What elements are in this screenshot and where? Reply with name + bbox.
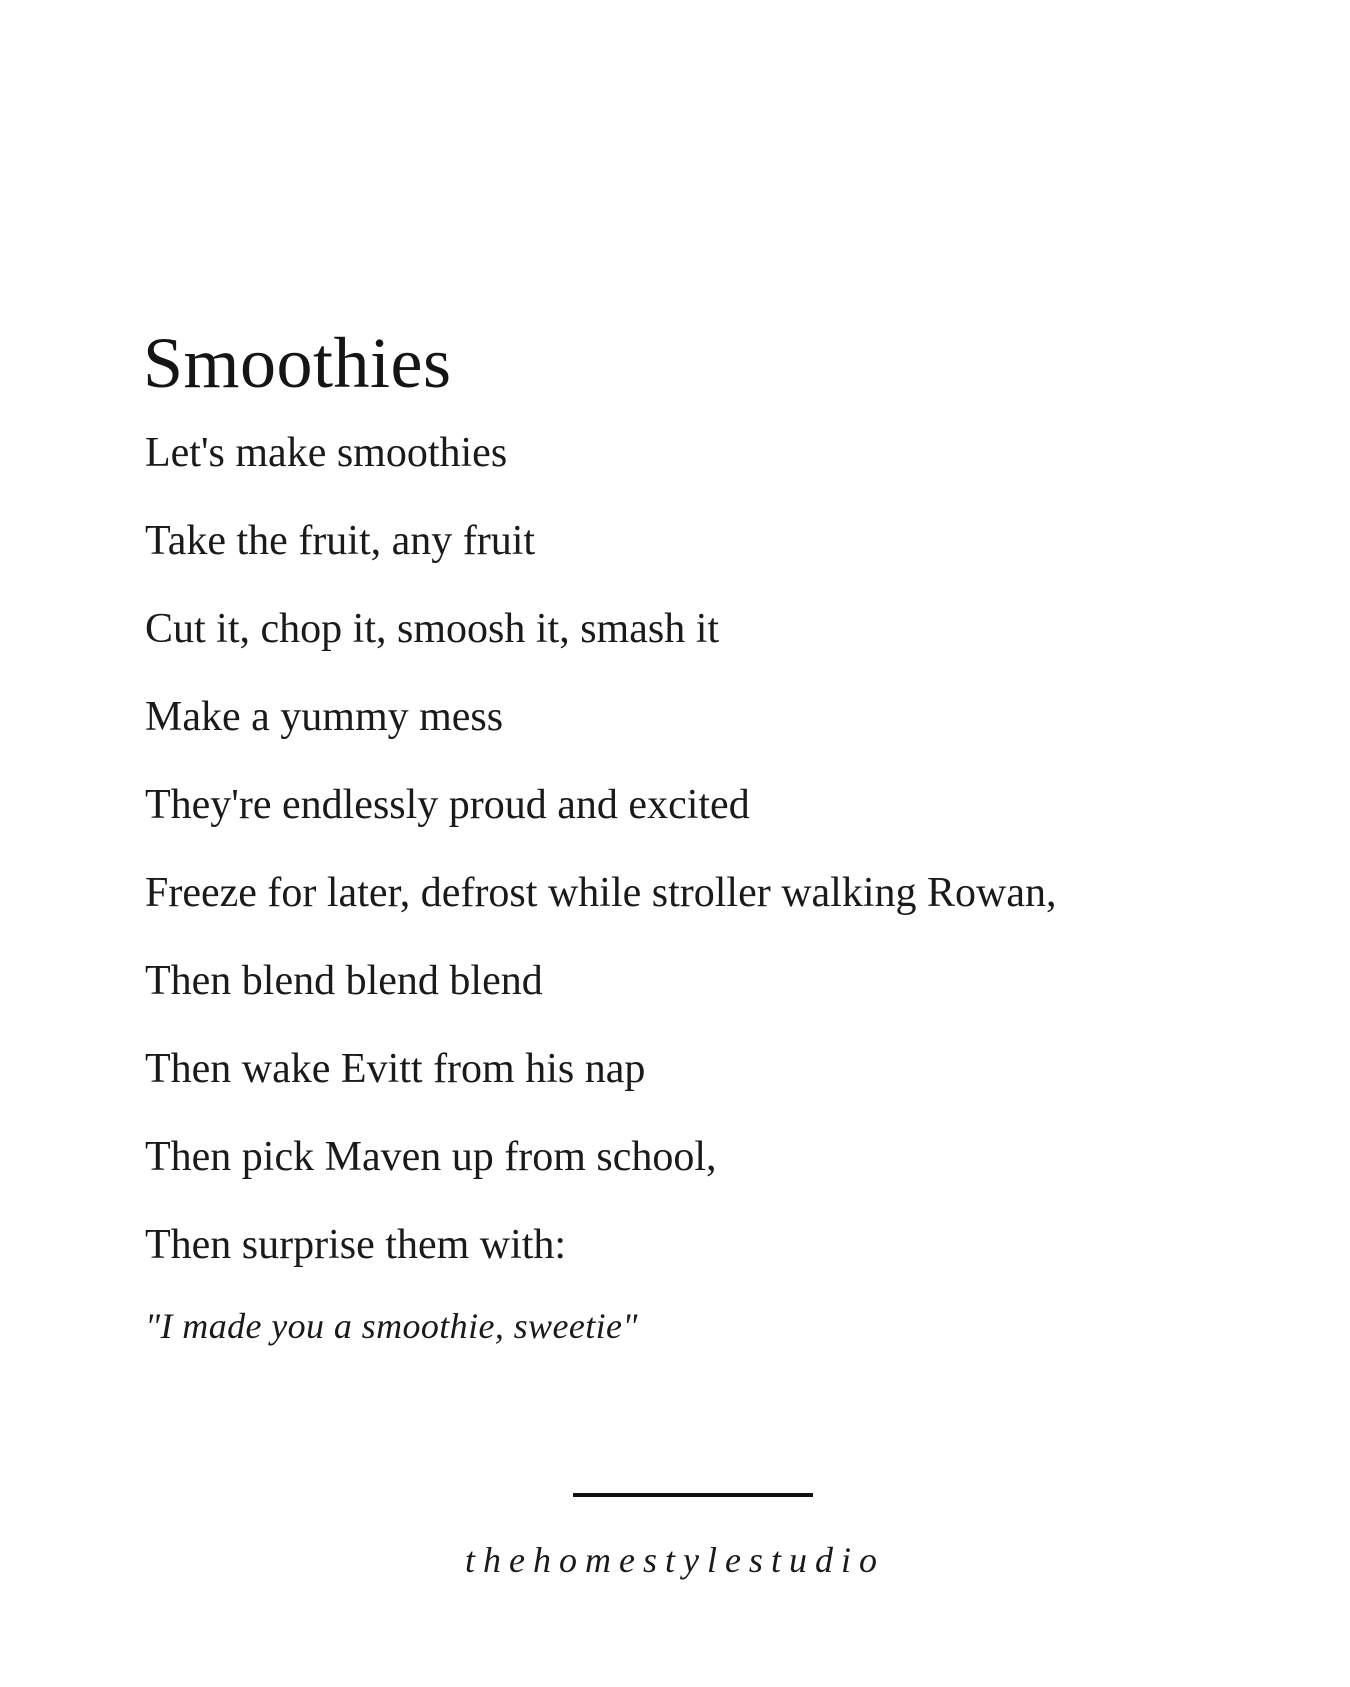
poem-line: Freeze for later, defrost while stroller walking Rowan, (145, 870, 1057, 916)
poem-line: Cut it, chop it, smoosh it, smash it (145, 606, 720, 652)
poem-line: Then blend blend blend (145, 958, 543, 1004)
poem-line: Then pick Maven up from school, (145, 1134, 717, 1180)
studio-signature: thehomestylestudio (465, 1540, 885, 1580)
poem-line: Take the fruit, any fruit (145, 518, 536, 564)
poem-line: Let's make smoothies (145, 430, 508, 476)
closing-quote: "I made you a smoothie, sweetie" (145, 1306, 638, 1346)
poem-line: Then surprise them with: (145, 1222, 567, 1268)
poem-title: Smoothies (143, 323, 452, 403)
poem-line: Make a yummy mess (145, 694, 504, 740)
signature-divider (573, 1493, 813, 1497)
poem-line: Then wake Evitt from his nap (145, 1046, 646, 1092)
poem-lines (145, 432, 1057, 1312)
poem-line: They're endlessly proud and excited (145, 782, 750, 828)
